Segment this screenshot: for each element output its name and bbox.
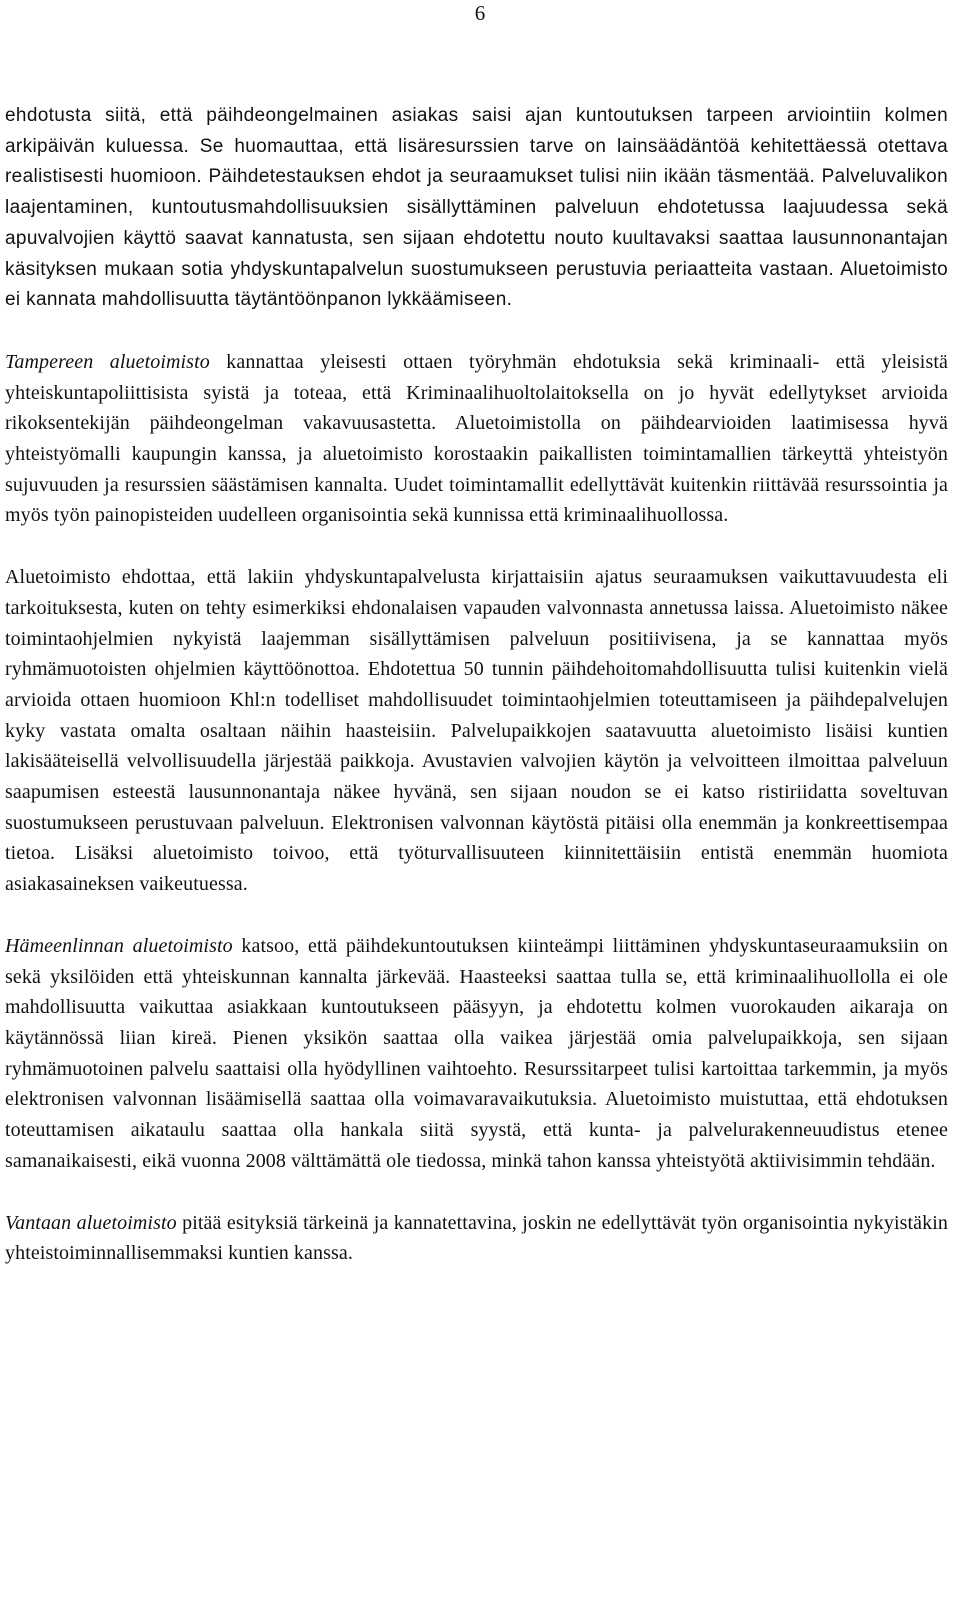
paragraph-text: katsoo, että päihdekuntoutuksen kiinteämpi liittäminen yhdyskuntaseuraamuksiin on sekä yksilöiden että yhteiskunnan kannalta järkevää. Haasteeksi saattaa tulla se, että kriminaalihuollolla ei ole mahdollisuutta vaikuttaa asiakkaan kuntoutukseen pääsyyn, ja ehdotettu kolmen vuorokauden aikaraja on käytännössä liian kireä. Pienen yksikön saattaa olla vaikea järjestää omia palvelupaikkoja, sen sijaan ryhmämuotoinen palvelu saattaisi olla hyödyllinen vaihtoehto. Resurssitarpeet tulisi kartoittaa tarkemmin, ja myös elektronisen valvonnan lisäämisellä saattaa olla voimavaravaikutuksia. Aluetoimisto muistuttaa, että ehdotuksen toteuttamisen aikataulu saattaa olla hankala siitä syystä, että kunta- ja palvelurakenneuudistus etenee samanaikaisesti, eikä vuonna 2008 välttämättä ole tiedossa, minkä tahon kanssa yhteistyötä aktiivisimmin tehdään. bbox=[5, 934, 948, 1172]
paragraph-text: ehdotusta siitä, että päihdeongelmainen asiakas saisi ajan kuntoutuksen tarpeen arviointiin kolmen arkipäivän kuluessa. Se huomauttaa, että lisäresurssien tarve on lainsäädäntöä kehitettäessä otettava realistisesti huomioon. Päihdetestauksen ehdot ja seuraamukset tulisi niin ikään täsmentää. Palveluvalikon laajentaminen, kuntoutusmahdollisuuksien sisällyttäminen palveluun ehdotetussa laajuudessa sekä apuvalvojien käyttö saavat kannatusta, sen sijaan ehdotettu nouto kuultavaksi saattaa lausunnonantajan käsityksen mukaan sotia yhdyskuntapalvelun suostumukseen perustuvia periaatteita vastaan. Aluetoimisto ei kannata mahdollisuutta täytäntöönpanon lykkäämiseen. bbox=[5, 105, 948, 311]
paragraph-continuation bbox=[5, 101, 948, 316]
paragraph-tampere bbox=[5, 347, 948, 531]
paragraph-lead: Hämeenlinnan aluetoimisto bbox=[5, 934, 233, 957]
paragraph-lead: Tampereen aluetoimisto bbox=[5, 350, 210, 373]
paragraph-aluetoimisto-proposal bbox=[5, 562, 948, 900]
paragraph-text: pitää esityksiä tärkeinä ja kannatettavina, joskin ne edellyttävät työn organisointia nykyistäkin yhteistoiminnallisemmaksi kuntien kanssa. bbox=[5, 1211, 948, 1265]
page-number: 6 bbox=[474, 1, 486, 25]
document-body bbox=[5, 101, 948, 1300]
paragraph-lead: Vantaan aluetoimisto bbox=[5, 1211, 177, 1234]
paragraph-text: Aluetoimisto ehdottaa, että lakiin yhdyskuntapalvelusta kirjattaisiin ajatus seuraamuksen vaikuttavuudesta eli tarkoituksesta, kuten on tehty esimerkiksi ehdonalaisen vapauden valvonnasta annetussa laissa. Aluetoimisto näkee toimintaohjelmien nykyistä laajemman sisällyttämisen palveluun positiivisena, ja se kannattaa myös ryhmämuotoisten ohjelmien käyttöönottoa. Ehdotettua 50 tunnin päihdehoitomahdollisuutta tulisi kuitenkin vielä arvioida ottaen huomioon Khl:n todelliset mahdollisuudet toimintaohjelmien toteuttamiseen ja päihdepalvelujen kyky vastata omalta osaltaan näihin haasteisiin. Palvelupaikkojen saatavuutta aluetoimisto lisäisi kuntien lakisääteisellä velvollisuudella järjestää paikkoja. Avustavien valvojien käytön ja velvoitteen ilmoittaa palveluun saapumisen esteestä lausunnonantaja näkee hyvänä, sen sijaan noudon se ei katso ristiriidatta soveltuvan suostumukseen perustuvaan palveluun. Elektronisen valvonnan käytöstä pitäisi olla enemmän ja konkreettisempaa tietoa. Lisäksi aluetoimisto toivoo, että työturvallisuuteen kiinnitettäisiin entistä enemmän huomiota asiakasaineksen vaikeutuessa. bbox=[5, 566, 948, 896]
paragraph-vantaa bbox=[5, 1208, 948, 1269]
paragraph-hameenlinna bbox=[5, 931, 948, 1177]
paragraph-text: kannattaa yleisesti ottaen työryhmän ehdotuksia sekä kriminaali- että yleisistä yhteiskuntapoliittisista syistä ja toteaa, että Kriminaalihuoltolaitoksella on jo hyvät edellytykset arvioida rikoksentekijän päihdeongelman vakavuusastetta. Aluetoimistolla on päihdearvioiden laatimisessa hyvä yhteistyömalli kaupungin kanssa, ja aluetoimisto korostaakin paikallisten toimintamallien tärkeyttä yhteistyön sujuvuuden ja resurssien säästämisen kannalta. Uudet toimintamallit edellyttävät kuitenkin riittävää resurssointia ja myös työn painopisteiden uudelleen organisointia sekä kunnissa että kriminaalihuollossa. bbox=[5, 350, 948, 527]
